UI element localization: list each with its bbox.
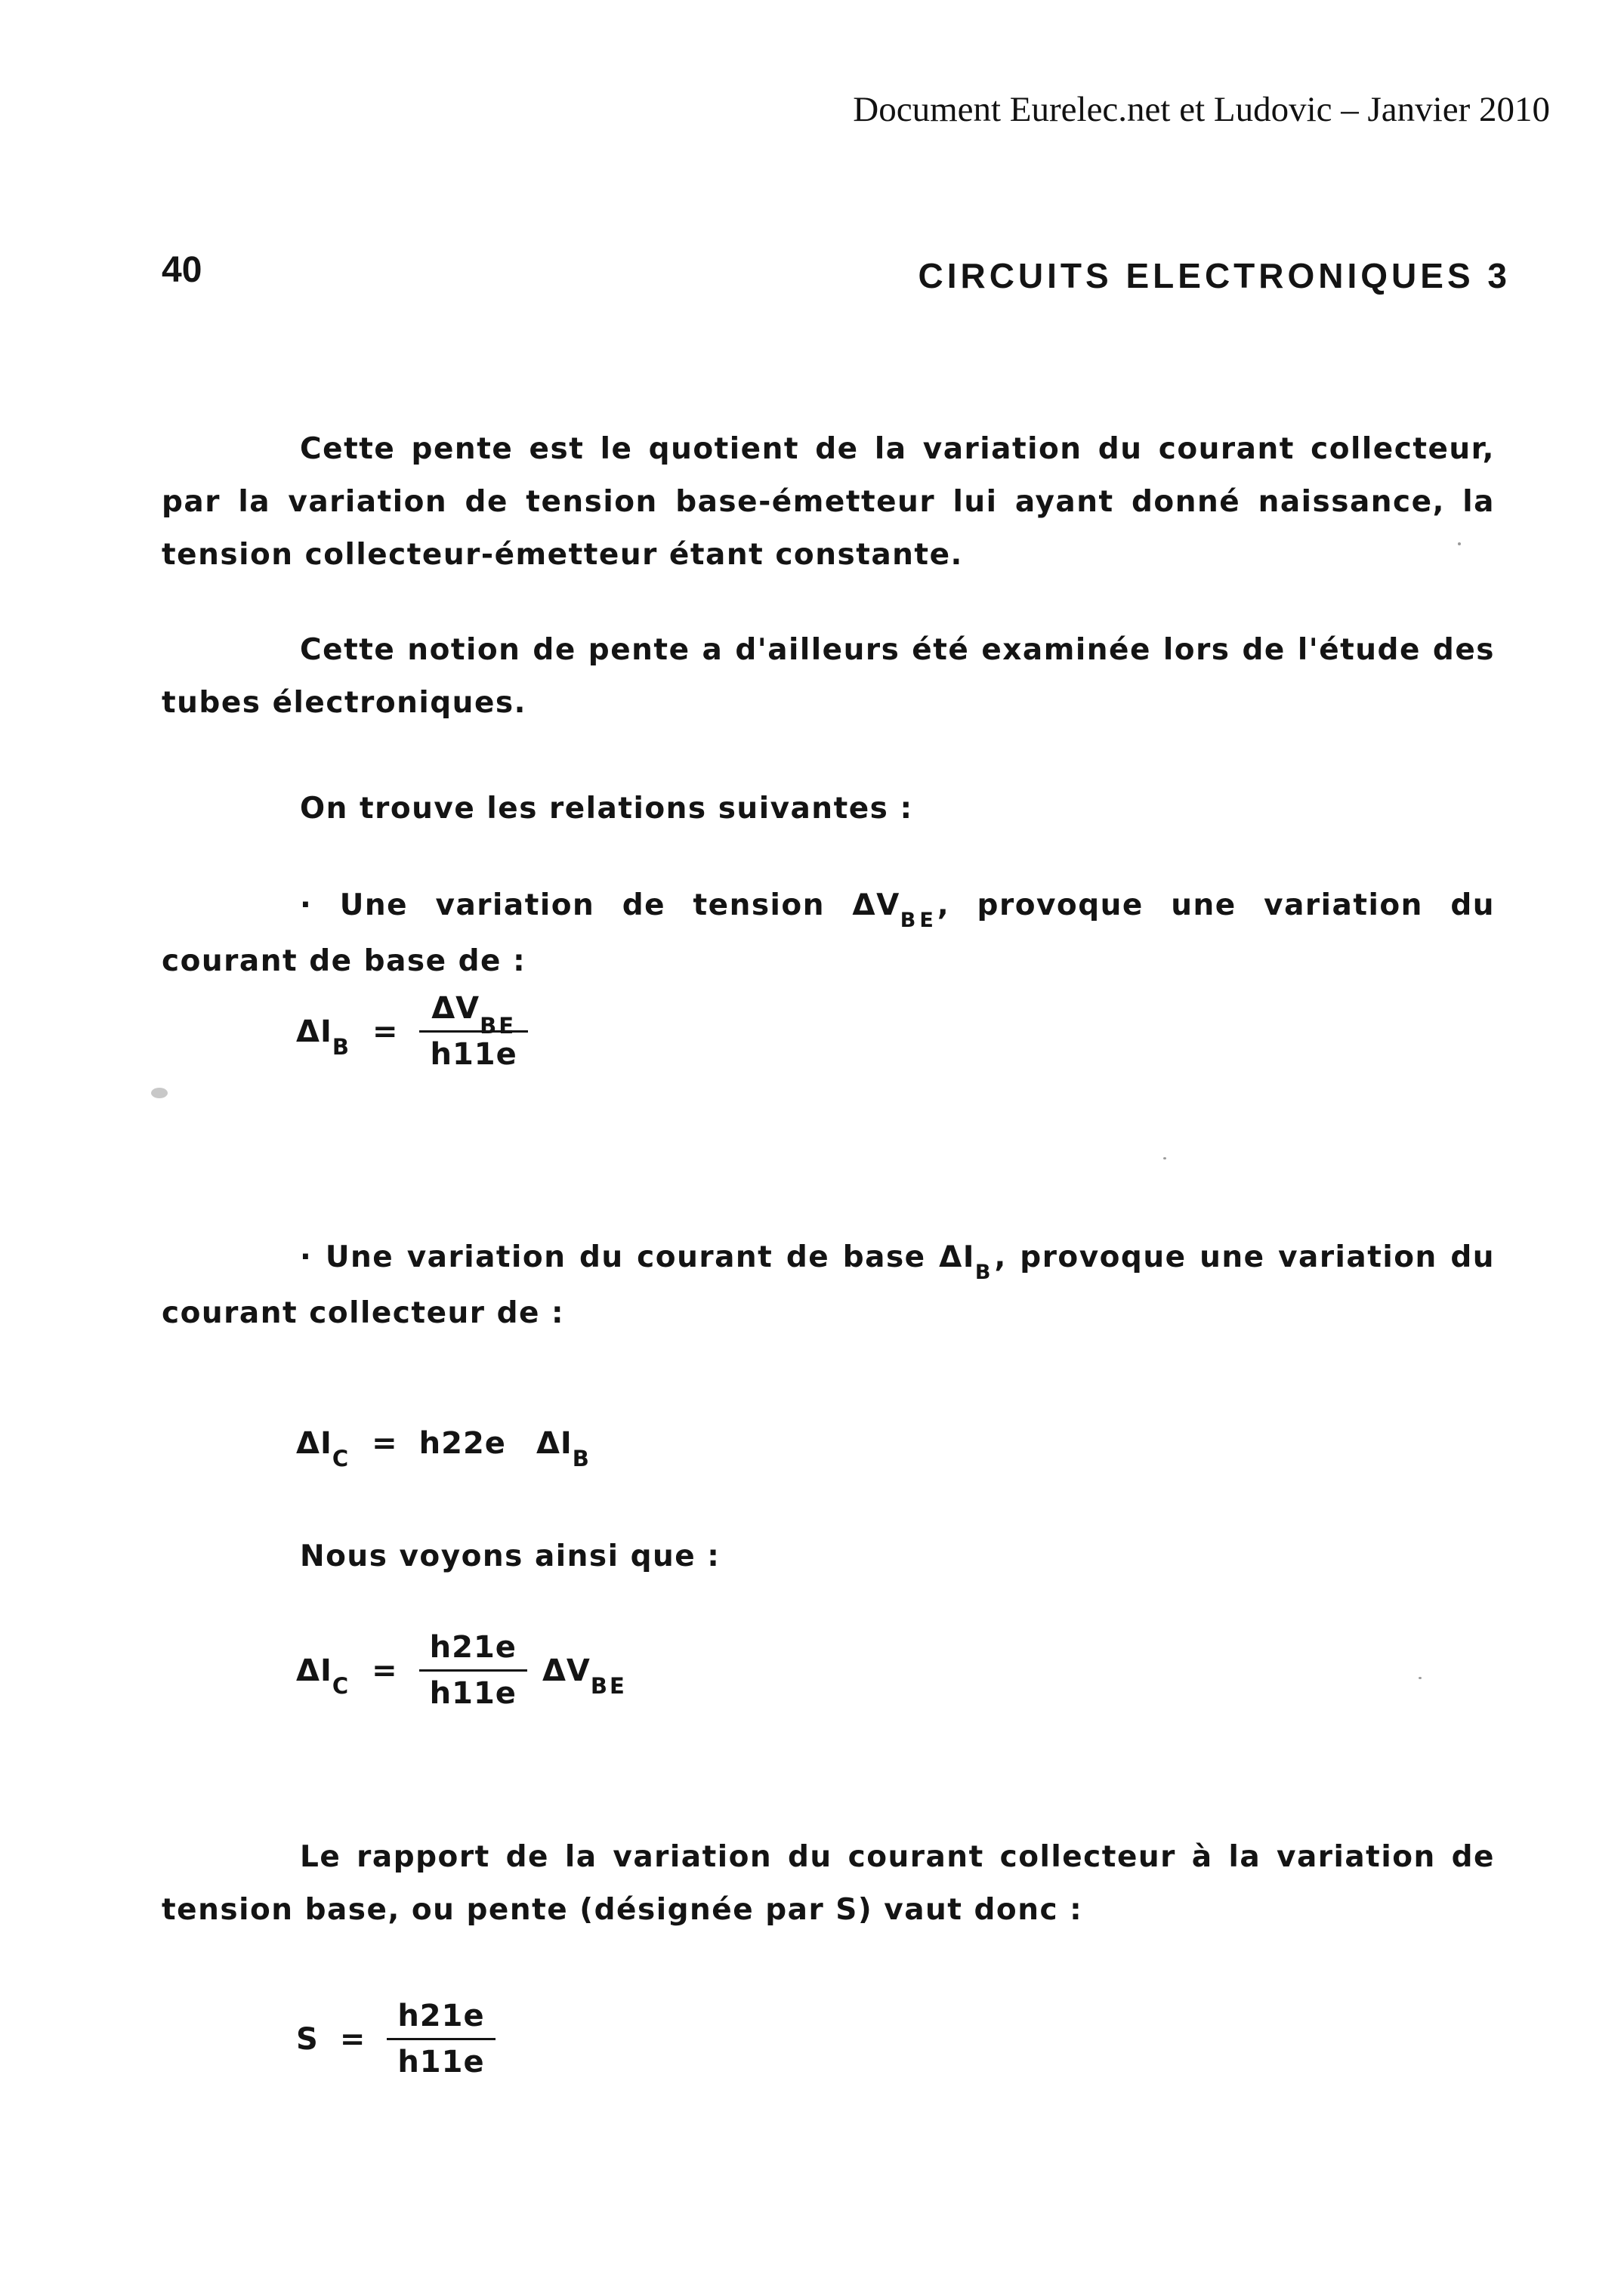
- page-number: 40: [162, 250, 202, 290]
- paragraph-text: On trouve les relations suivantes :: [300, 792, 913, 826]
- subscript: B: [572, 1446, 591, 1471]
- scan-speck: [1419, 1677, 1422, 1679]
- equals-sign: =: [339, 2021, 366, 2057]
- subscript: BE: [480, 1013, 517, 1039]
- subscript: B: [332, 1033, 351, 1060]
- fraction-numerator: [421, 991, 526, 1039]
- scan-speck: [1163, 1157, 1166, 1159]
- paragraph-text: , provoque une variation du courant de base de :: [162, 888, 1495, 978]
- paragraph-text: Nous voyons ainsi que :: [300, 1539, 721, 1573]
- formula-delta-ib: [296, 991, 528, 1072]
- fraction-denominator: h11e: [419, 1669, 527, 1711]
- subscript: BE: [900, 909, 937, 932]
- paragraph-slope-definition: [162, 423, 1495, 582]
- fraction: [419, 1630, 527, 1711]
- formula-delta-ic-h22e: [296, 1426, 591, 1471]
- formula-rhs: ΔV: [542, 1653, 591, 1688]
- scan-speck: [151, 1088, 168, 1098]
- fraction: [387, 1999, 495, 2079]
- paragraph-vbe-variation: [162, 879, 1495, 988]
- paragraph-conclusion-intro: [162, 1530, 1495, 1583]
- paragraph-text: , provoque une variation du courant collecteur de :: [162, 1240, 1496, 1330]
- scan-speck: [1458, 542, 1461, 545]
- coefficient: h22e: [418, 1426, 506, 1461]
- paragraph-relations-intro: [162, 783, 1495, 835]
- formula-lhs: ΔI: [296, 1653, 332, 1688]
- subscript: BE: [590, 1672, 627, 1699]
- paragraph-ib-variation: [162, 1231, 1495, 1340]
- paragraph-text: Cette notion de pente a d'ailleurs été examinée lors de l'étude des tubes électroniques.: [162, 633, 1495, 720]
- paragraph-slope-ratio: [162, 1831, 1495, 1937]
- paragraph-tubes-note: [162, 624, 1495, 730]
- subscript: C: [332, 1446, 351, 1471]
- paragraph-text: · Une variation de tension ΔV: [300, 888, 900, 922]
- subscript: B: [974, 1261, 995, 1284]
- subscript: C: [332, 1672, 351, 1699]
- formula-lhs: S: [296, 2021, 319, 2057]
- numerator-text: ΔV: [431, 991, 480, 1026]
- formula-delta-ic-h21e: [296, 1630, 627, 1711]
- paragraph-text: Le rapport de la variation du courant collecteur à la variation de tension base, ou pente (désignée par S) vaut donc :: [162, 1840, 1495, 1927]
- fraction-numerator: h21e: [397, 1999, 485, 2033]
- equals-sign: =: [372, 1014, 399, 1049]
- paragraph-text: · Une variation du courant de base ΔI: [300, 1240, 975, 1274]
- formula-lhs: ΔI: [296, 1014, 332, 1049]
- equals-sign: =: [372, 1426, 398, 1461]
- formula-slope-s: [296, 1999, 496, 2079]
- formula-rhs: ΔI: [536, 1426, 573, 1461]
- paragraph-text: Cette pente est le quotient de la variation du courant collecteur, par la variation de tension base-émetteur lui ayant donné naissance, la tension collecteur-émetteur étant constante.: [162, 432, 1495, 572]
- running-title: CIRCUITS ELECTRONIQUES 3: [918, 256, 1511, 295]
- formula-lhs: ΔI: [296, 1426, 332, 1461]
- fraction-denominator: h11e: [387, 2038, 495, 2079]
- fraction-numerator: h21e: [429, 1630, 517, 1665]
- equals-sign: =: [372, 1653, 398, 1688]
- fraction-denominator: h11e: [419, 1030, 527, 1072]
- source-note: Document Eurelec.net et Ludovic – Janvier 2010: [853, 90, 1550, 129]
- fraction: [419, 991, 527, 1072]
